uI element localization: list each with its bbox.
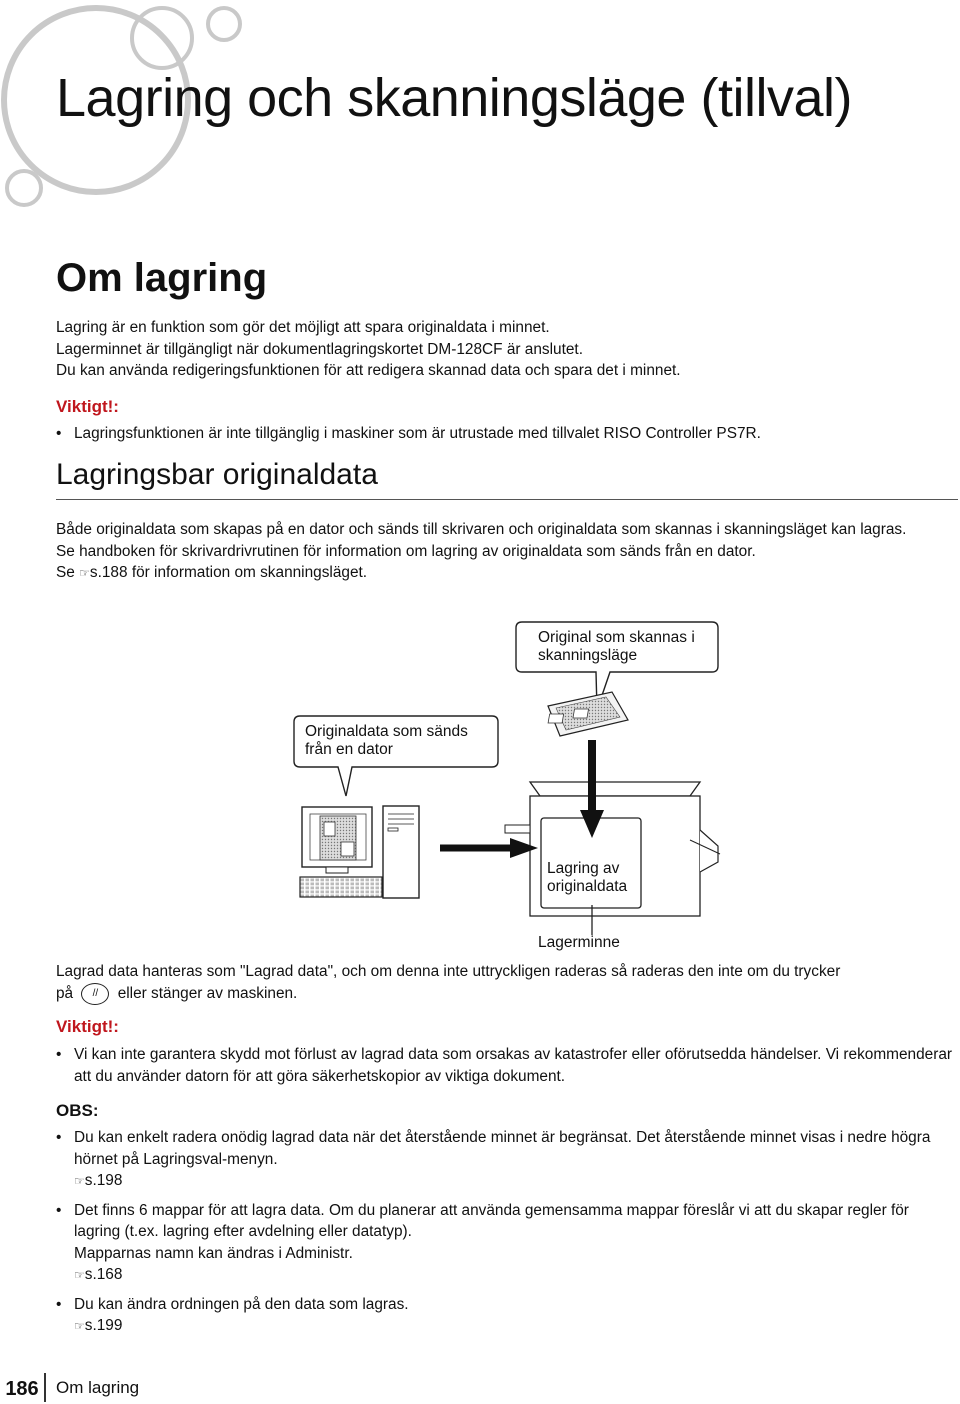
pc-callout-line-1: Originaldata som sänds <box>305 723 468 740</box>
intro-paragraph <box>56 317 936 382</box>
important-item-1: • Lagringsfunktionen är inte tillgänglig i maskiner som är utrustade med tillvalet RISO Controller PS7R. <box>56 423 936 445</box>
printer-icon <box>505 782 720 935</box>
pc-callout-text <box>305 723 468 759</box>
note-text: Det finns 6 mappar för att lagra data. Om du planerar att använda gemensamma mappar föreslår vi att du skapar regler för lagring (t.ex. lagring efter avdelning eller datatyp). <box>74 1201 909 1240</box>
note-item <box>56 1294 956 1338</box>
ref-link[interactable] <box>74 1317 122 1334</box>
storage-label-line-1: Lagring av <box>547 860 620 877</box>
footer-divider <box>44 1373 46 1402</box>
scanned-original-icon <box>548 692 628 736</box>
important-label-text: Viktigt!: <box>56 397 119 416</box>
pc-callout-line-2: från en dator <box>305 741 393 758</box>
scan-callout-line-2: skanningsläge <box>538 647 638 664</box>
ref-page-scanning: s.188 <box>89 564 128 581</box>
notes-list <box>56 1127 956 1338</box>
ref-page: s.199 <box>84 1317 123 1334</box>
subsection-paragraph <box>56 519 951 585</box>
stored-data-paragraph <box>56 961 956 1005</box>
memory-label: Lagerminne <box>538 934 620 951</box>
storage-label <box>547 860 627 896</box>
subsection-rule <box>56 499 958 500</box>
pointing-hand-icon: ☞ <box>74 1174 85 1188</box>
important-list-2 <box>56 1044 956 1087</box>
intro-line-2: Lagerminnet är tillgängligt när dokumentlagringskortet DM-128CF är anslutet. <box>56 340 583 358</box>
storage-label-line-2: originaldata <box>547 878 628 895</box>
section-title: Om lagring <box>56 256 268 300</box>
sub-para-3-prefix: Se <box>56 564 75 581</box>
subsection-title: Lagringsbar originaldata <box>56 458 378 491</box>
note-text: Du kan enkelt radera onödig lagrad data när det återstående minnet är begränsat. Det återstående minnet visas i nedre högra hörnet på Lagringsval-menyn. <box>74 1129 931 1168</box>
arrow-from-pc <box>440 838 538 858</box>
page-title <box>56 66 852 130</box>
important-item-2: • Vi kan inte garantera skydd mot förlust av lagrad data som orsakas av katastrofer eller oförutsedda händelser. Vi rekommenderar att du använder datorn för att göra säkerhetskopior av viktiga dokument. <box>56 1044 956 1087</box>
important-label <box>56 397 119 417</box>
footer-section: Om lagring <box>56 1378 140 1397</box>
pointing-hand-icon: ☞ <box>74 1319 85 1333</box>
storage-diagram <box>0 610 960 955</box>
pointing-hand-icon: ☞ <box>79 566 90 580</box>
ref-link-scanning[interactable] <box>79 564 127 581</box>
note-label: OBS: <box>56 1101 99 1120</box>
note-item <box>56 1200 956 1287</box>
intro-line-3: Du kan använda redigeringsfunktionen för att redigera skannad data och spara det i minnet. <box>56 362 681 379</box>
ref-link[interactable] <box>74 1266 122 1283</box>
page-title-text: Lagring och skanningsläge (tillval) <box>56 68 852 128</box>
sub-para-1: Både originaldata som skapas på en dator och sänds till skrivaren och originaldata som skannas i skanningsläget kan lagras. <box>56 521 907 538</box>
pointing-hand-icon: ☞ <box>74 1268 85 1282</box>
reset-key-icon <box>81 983 109 1005</box>
stored-para-b-prefix: på <box>56 984 74 1002</box>
reset-key-glyph: // <box>92 987 99 999</box>
ref-link[interactable] <box>74 1172 122 1189</box>
important-list-1 <box>56 423 936 445</box>
important-label-2-text: Viktigt!: <box>56 1017 119 1036</box>
sub-para-3 <box>56 562 951 585</box>
note-extra: Mapparnas namn kan ändras i Administr. <box>74 1244 353 1262</box>
ref-page: s.198 <box>84 1172 123 1189</box>
scan-callout-text <box>538 629 695 665</box>
scan-callout-line-1: Original som skannas i <box>538 629 695 646</box>
stored-para-b <box>56 983 956 1005</box>
intro-line-1: Lagring är en funktion som gör det möjligt att spara originaldata i minnet. <box>56 319 550 336</box>
note-item <box>56 1127 956 1193</box>
sub-para-2: Se handboken för skrivardrivrutinen för information om lagring av originaldata som sänds från en dator. <box>56 542 756 560</box>
computer-icon <box>300 806 419 898</box>
sub-para-3-suffix: för information om skanningsläget. <box>131 564 368 581</box>
stored-para-b-suffix: eller stänger av maskinen. <box>117 984 298 1002</box>
important-label-2 <box>56 1017 119 1037</box>
ref-page: s.168 <box>84 1266 123 1283</box>
note-text: Du kan ändra ordningen på den data som lagras. <box>74 1295 409 1313</box>
stored-para-a: Lagrad data hanteras som "Lagrad data", och om denna inte uttryckligen raderas så raderas den inte om du trycker <box>56 963 841 980</box>
page-number: 186 <box>5 1378 39 1400</box>
